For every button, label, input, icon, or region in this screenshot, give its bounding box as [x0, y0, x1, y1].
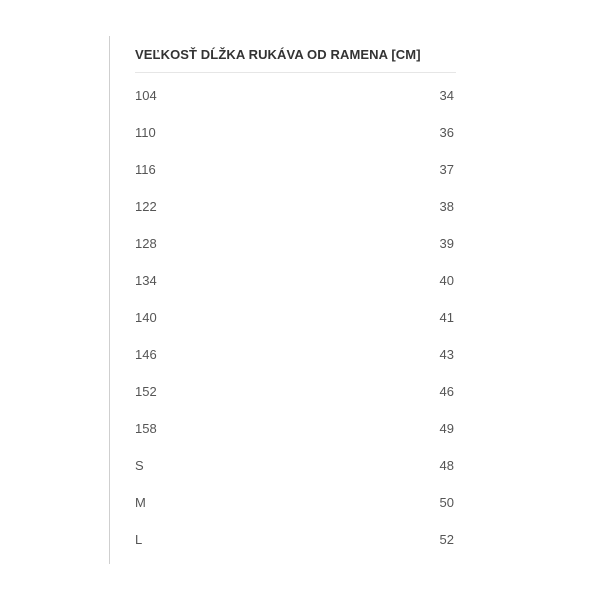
table-row: [135, 262, 456, 299]
size-table: [135, 36, 456, 558]
table-row: [135, 299, 456, 336]
table-row: [135, 410, 456, 447]
size-cell: 146: [135, 347, 157, 362]
left-divider-line: [109, 36, 110, 564]
table-row: [135, 484, 456, 521]
table-row: [135, 114, 456, 151]
sleeve-length-cell: 38: [439, 199, 454, 214]
size-cell: 128: [135, 236, 157, 251]
sleeve-length-cell: 39: [439, 236, 454, 251]
table-row: [135, 336, 456, 373]
table-row: [135, 225, 456, 262]
sleeve-length-cell: 52: [439, 532, 454, 547]
table-row: [135, 521, 456, 558]
table-row: [135, 447, 456, 484]
size-cell: 122: [135, 199, 157, 214]
sleeve-length-cell: 41: [439, 310, 454, 325]
sleeve-length-cell: 36: [439, 125, 454, 140]
size-cell: 104: [135, 88, 157, 103]
size-cell: 134: [135, 273, 157, 288]
table-row: [135, 151, 456, 188]
table-row: [135, 373, 456, 410]
sleeve-length-cell: 34: [439, 88, 454, 103]
sleeve-length-cell: 37: [439, 162, 454, 177]
size-cell: L: [135, 532, 143, 547]
size-cell: 152: [135, 384, 157, 399]
sleeve-length-cell: 43: [439, 347, 454, 362]
sleeve-length-cell: 40: [439, 273, 454, 288]
size-cell: 116: [135, 162, 156, 177]
size-cell: 140: [135, 310, 157, 325]
size-cell: 110: [135, 125, 156, 140]
table-row: [135, 77, 456, 114]
table-body: [135, 77, 456, 558]
size-cell: 158: [135, 421, 157, 436]
sleeve-length-cell: 50: [439, 495, 454, 510]
sleeve-length-cell: 46: [439, 384, 454, 399]
sleeve-length-cell: 49: [439, 421, 454, 436]
size-cell: S: [135, 458, 144, 473]
size-cell: M: [135, 495, 146, 510]
table-row: [135, 188, 456, 225]
sleeve-length-cell: 48: [439, 458, 454, 473]
table-header: VEĽKOSŤ DĹŽKA RUKÁVA OD RAMENA [CM]: [135, 36, 456, 73]
